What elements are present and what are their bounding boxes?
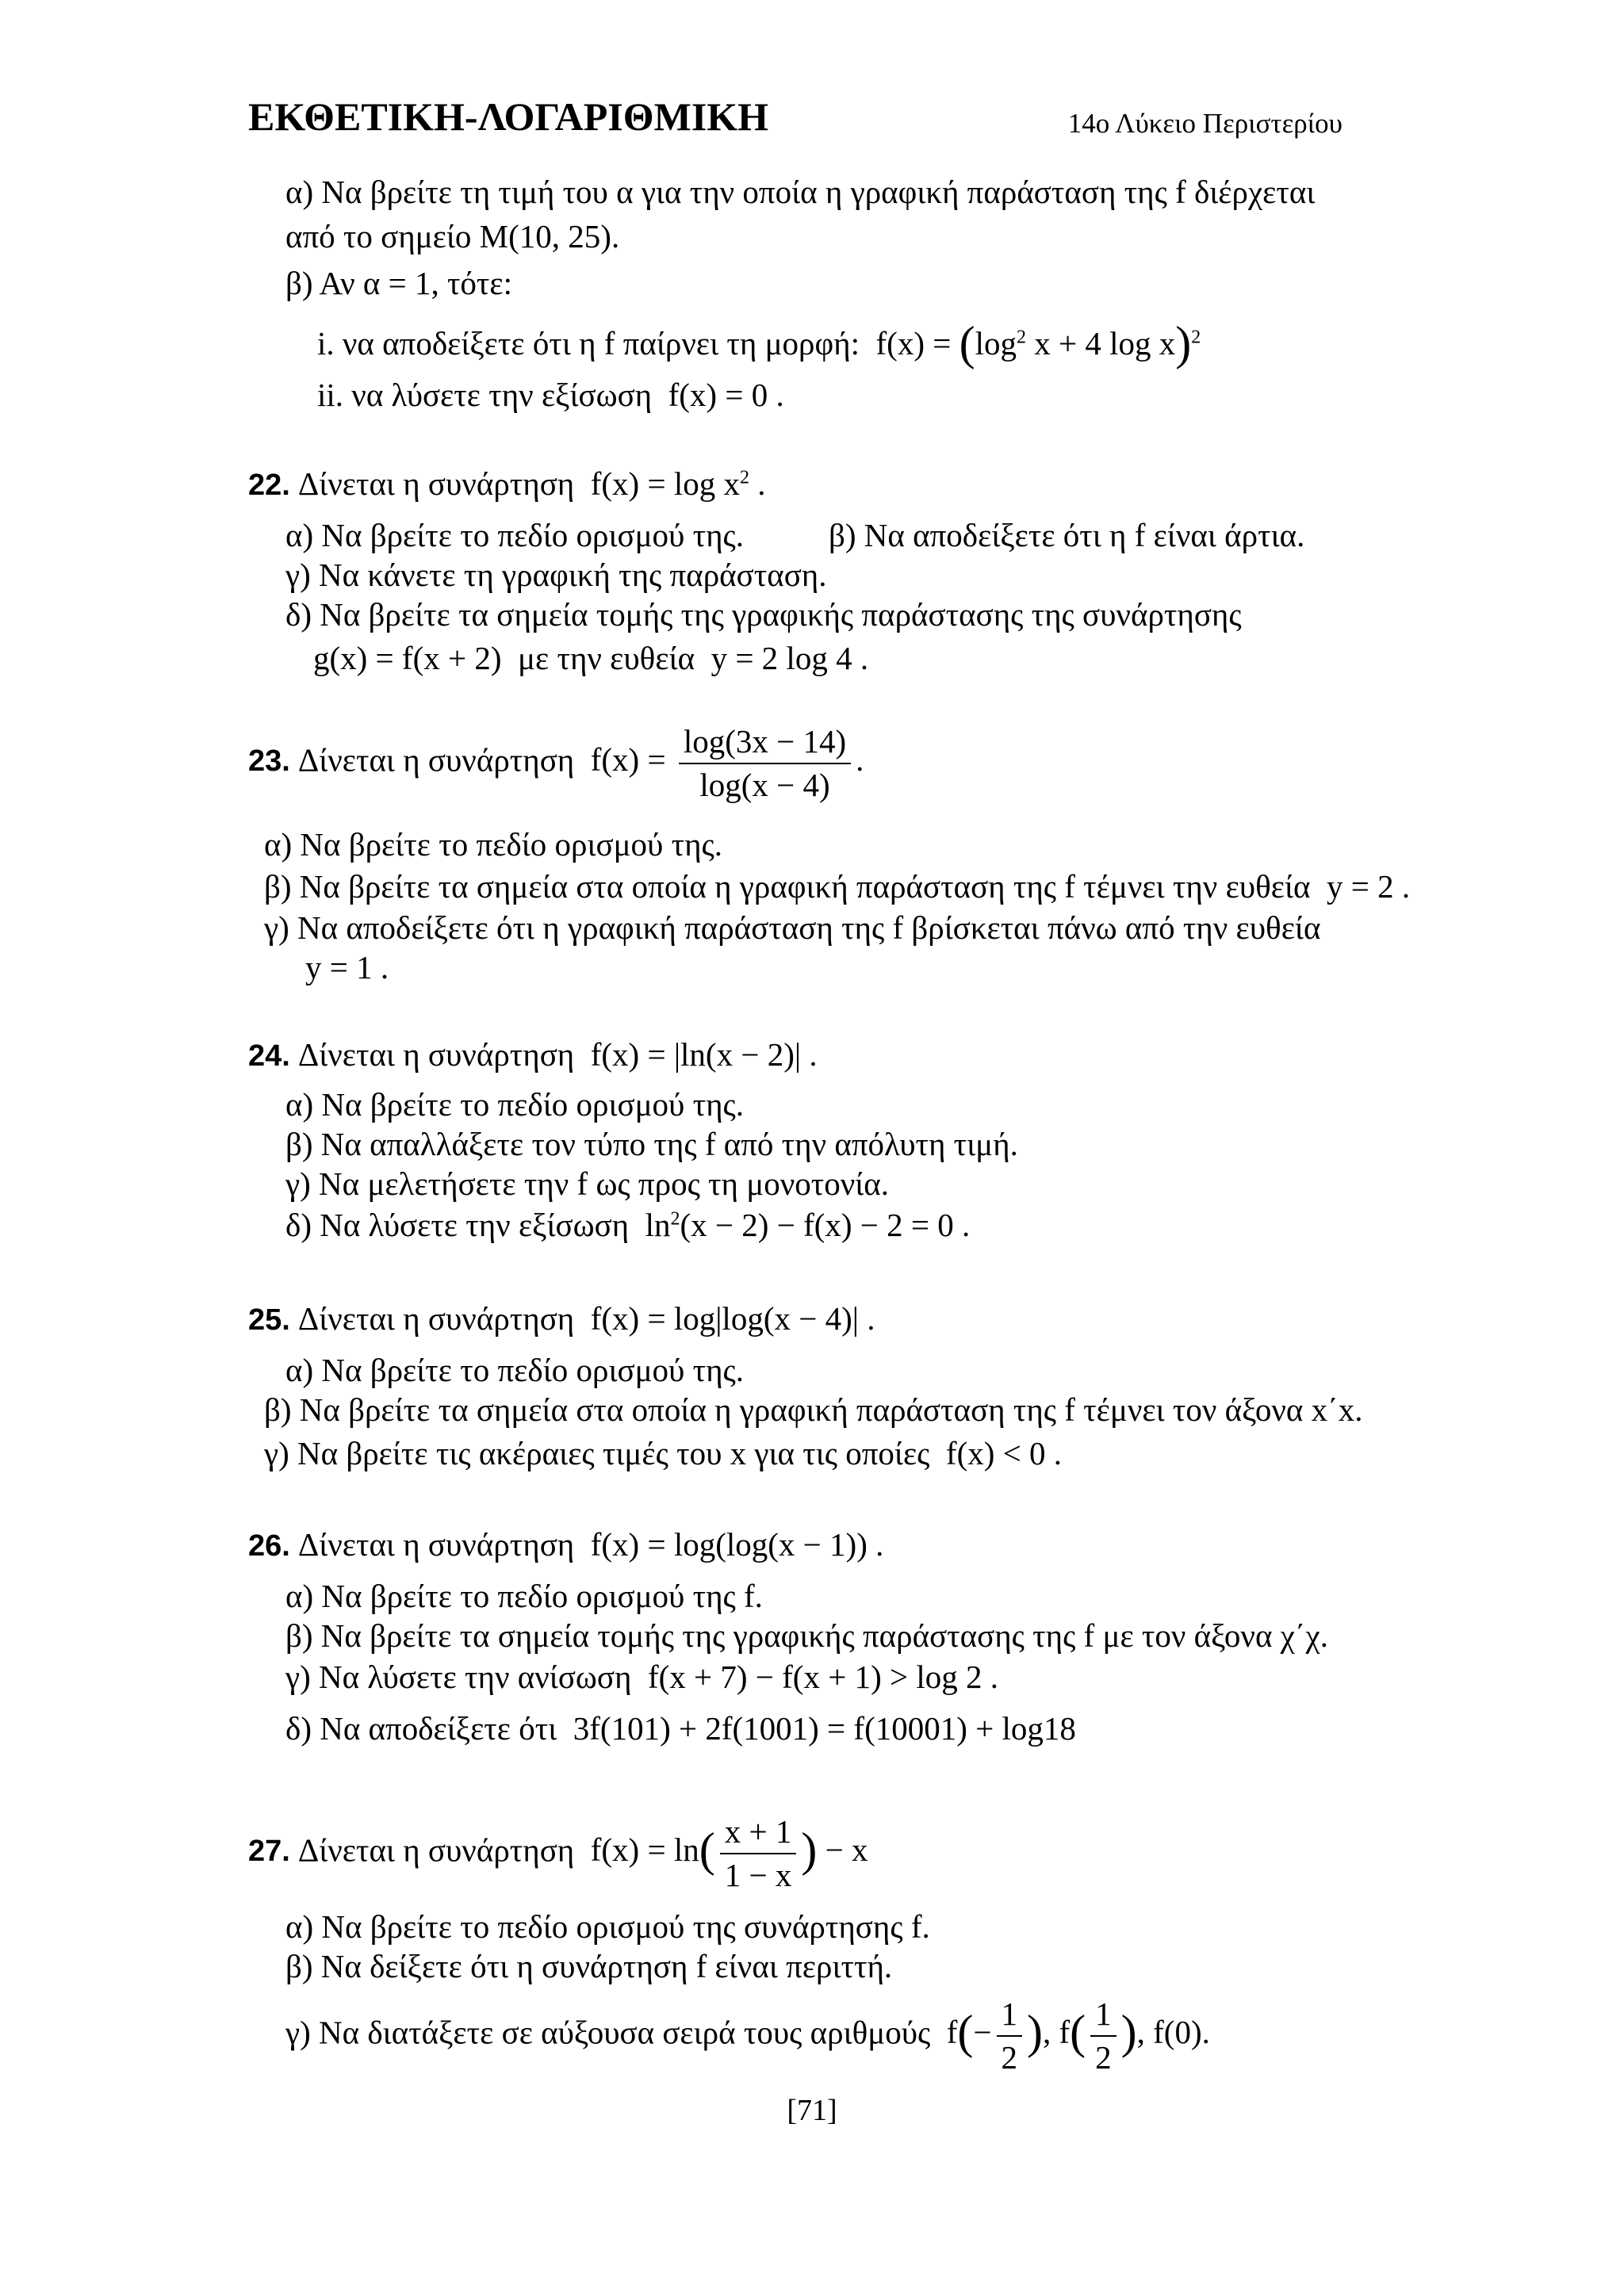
formula-24: f(x) = |ln(x − 2)| . (590, 1036, 818, 1073)
ex26-intro: 26. Δίνεται η συνάρτηση f(x) = log(log(x − 1)) . (248, 1526, 884, 1563)
ex25-part-a: α) Να βρείτε το πεδίο ορισμού της. (285, 1352, 745, 1388)
ex22-part-d: δ) Να βρείτε τα σημεία τομής της γραφικής παράστασης της συνάρτησης (285, 596, 1242, 633)
formula-27-c: f(− $\frac{1}{2}$ ), f( $\frac{1}{2}$ ), f(0). (946, 1996, 1210, 2076)
school-name: 14ο Λύκειο Περιστερίου (1067, 108, 1342, 139)
ex26-part-d: δ) Να αποδείξετε ότι 3f(101) + 2f(1001) = f(10001) + log18 (285, 1710, 1076, 1747)
ex22-part-c: γ) Να κάνετε τη γραφική της παράσταση. (285, 557, 827, 593)
formula-22-g: g(x) = f(x + 2) (313, 640, 502, 676)
ex23-part-c: γ) Να αποδείξετε ότι η γραφική παράσταση της f βρίσκεται πάνω από την ευθεία (264, 909, 1321, 946)
ex26-part-c: γ) Να λύσετε την ανίσωση f(x + 7) − f(x + 1) > log 2 . (285, 1659, 999, 1695)
formula-26-c: f(x + 7) − f(x + 1) > log 2 . (647, 1659, 999, 1695)
point-m: (10, 25). (508, 218, 620, 254)
ex24-intro: 24. Δίνεται η συνάρτηση f(x) = |ln(x − 2)| . (248, 1036, 818, 1073)
formula-25: f(x) = log|log(x − 4)| . (590, 1300, 875, 1337)
formula-21-bi: $f(x) = (\log^2$ x + 4 log x)$^2$ (875, 317, 1201, 369)
formula-26: f(x) = log(log(x − 1)) . (590, 1526, 884, 1563)
ex23-intro: 23. Δίνεται η συνάρτηση f(x) = $\frac{\log(3x - 14)}{\log(x - 4)}$ . (248, 723, 864, 803)
ex25-part-c: γ) Να βρείτε τις ακέραιες τιμές του x για τις οποίες f(x) < 0 . (264, 1435, 1063, 1471)
ex26-part-a: α) Να βρείτε το πεδίο ορισμού της f. (285, 1578, 763, 1614)
ex22-part-b: β) Να αποδείξετε ότι η f είναι άρτια. (829, 517, 1305, 553)
ex24-part-a: α) Να βρείτε το πεδίο ορισμού της. (285, 1086, 745, 1123)
ex24-part-c: γ) Να μελετήσετε την f ως προς τη μονοτονία. (285, 1165, 890, 1202)
ex25-part-b: β) Να βρείτε τα σημεία στα οποία η γραφική παράσταση της f τέμνει τον άξονα x΄x. (264, 1391, 1363, 1428)
ex24-part-d: δ) Να λύσετε την εξίσωση $\ln^2(x - 2) - f(x) - 2 = 0$ . (285, 1207, 971, 1243)
ex27-intro: 27. Δίνεται η συνάρτηση f(x) = ln( $\frac{x + 1}{1 - x}$ ) − x (248, 1813, 868, 1893)
page-number: [71] (787, 2094, 837, 2127)
ex21-part-b: β) Αν α = 1, τότε: (285, 265, 513, 301)
formula-26-d: 3f(101) + 2f(1001) = f(10001) + log18 (573, 1710, 1076, 1747)
formula-24-d: $\ln^2(x - 2) - f(x) - 2 = 0$ . (645, 1207, 971, 1243)
ex26-part-b: β) Να βρείτε τα σημεία τομής της γραφικής παράστασης της f με τον άξονα χ΄χ. (285, 1617, 1328, 1654)
formula-27: f(x) = ln( $\frac{x + 1}{1 - x}$ ) − x (590, 1813, 868, 1893)
ex22-part-d-line2: g(x) = f(x + 2) με την ευθεία y = 2 log 4 . (313, 640, 869, 676)
fraction-27: $\frac{x + 1}{1 - x}$ (720, 1816, 797, 1892)
ex21-part-a-line2: από το σημείο M(10, 25). (285, 218, 620, 254)
formula-23: f(x) = $\frac{\log(3x - 14)}{\log(x - 4)}$ . (590, 723, 864, 803)
ex27-part-c: γ) Να διατάξετε σε αύξουσα σειρά τους αριθμούς f(− $\frac{1}{2}$ ), f( $\frac{1}{2}$ ), f(0). (285, 1996, 1210, 2076)
ex23-part-b: β) Να βρείτε τα σημεία στα οποία η γραφική παράσταση της f τέμνει την ευθεία y = 2 . (264, 868, 1411, 905)
ex21-part-b-i: i. να αποδείξετε ότι η f παίρνει τη μορφή: $f(x) = (\log^2$ x + 4 log x)$^2$ (317, 317, 1201, 369)
page-header (248, 94, 1342, 157)
ex24-part-b: β) Να απαλλάξετε τον τύπο της f από την απόλυτη τιμή. (285, 1126, 1018, 1162)
ex25-intro: 25. Δίνεται η συνάρτηση f(x) = log|log(x − 4)| . (248, 1300, 875, 1337)
formula-21-bii: f(x) = 0 . (668, 377, 784, 413)
ex23-part-a: α) Να βρείτε το πεδίο ορισμού της. (264, 826, 723, 863)
ex22-intro: 22. Δίνεται η συνάρτηση $f(x) = \log x^2$ . (248, 465, 766, 502)
formula-22: $f(x) = \log x^2$ . (590, 465, 766, 502)
chapter-title: ΕΚΘΕΤΙΚΗ-ΛΟΓΑΡΙΘΜΙΚΗ (248, 94, 769, 139)
ex23-part-c-line2: y = 1 . (305, 949, 389, 985)
formula-22-line: y = 2 log 4 . (710, 640, 869, 676)
ex27-part-a: α) Να βρείτε το πεδίο ορισμού της συνάρτησης f. (285, 1908, 930, 1945)
ex21-part-a-line1: α) Να βρείτε τη τιμή του α για την οποία η γραφική παράσταση της f διέρχεται (285, 174, 1316, 210)
ex22-part-a: α) Να βρείτε το πεδίο ορισμού της. (285, 517, 745, 553)
fraction-23: $\frac{\log(3x - 14)}{\log(x - 4)}$ (679, 725, 851, 802)
ex27-part-b: β) Να δείξετε ότι η συνάρτηση f είναι περιττή. (285, 1948, 893, 1984)
ex21-part-b-ii: ii. να λύσετε την εξίσωση f(x) = 0 . (317, 377, 784, 413)
